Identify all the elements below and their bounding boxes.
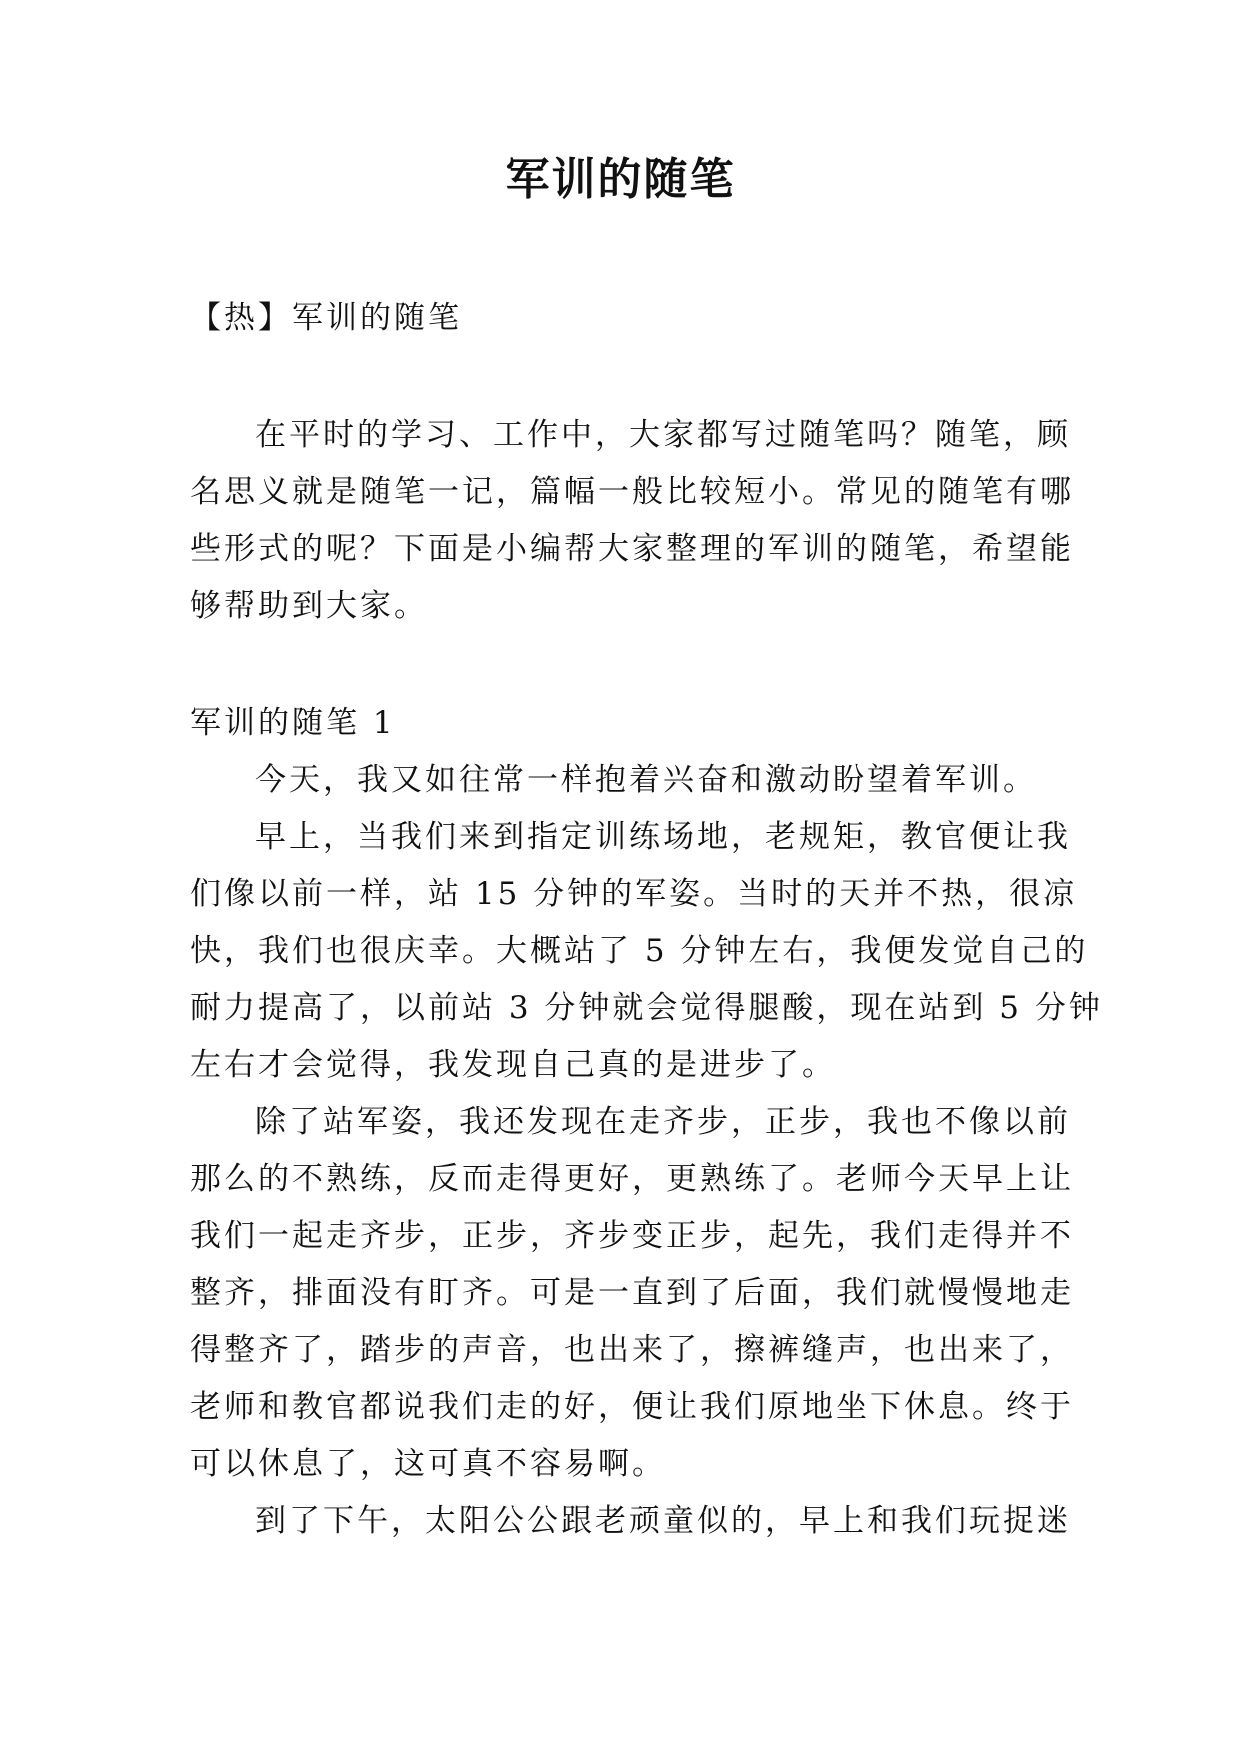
intro-line: 够帮助到大家。 bbox=[190, 588, 428, 624]
section-heading: 军训的随笔 1 bbox=[190, 705, 396, 741]
document-subtitle: 【热】军训的随笔 bbox=[190, 300, 462, 336]
body-line: 今天，我又如往常一样抱着兴奋和激动盼望着军训。 bbox=[255, 762, 1037, 798]
body-line: 到了下午，太阳公公跟老顽童似的，早上和我们玩捉迷 bbox=[255, 1503, 1071, 1539]
body-line: 整齐，排面没有盯齐。可是一直到了后面，我们就慢慢地走 bbox=[190, 1275, 1074, 1311]
body-line: 老师和教官都说我们走的好，便让我们原地坐下休息。终于 bbox=[190, 1389, 1074, 1425]
intro-line: 在平时的学习、工作中，大家都写过随笔吗？随笔，顾 bbox=[255, 417, 1071, 453]
body-line: 快，我们也很庆幸。大概站了 5 分钟左右，我便发觉自己的 bbox=[190, 933, 1089, 969]
body-line: 耐力提高了，以前站 3 分钟就会觉得腿酸，现在站到 5 分钟 bbox=[190, 990, 1103, 1026]
body-line: 左右才会觉得，我发现自己真的是进步了。 bbox=[190, 1047, 836, 1083]
body-line: 可以休息了，这可真不容易啊。 bbox=[190, 1446, 666, 1482]
intro-line: 些形式的呢？下面是小编帮大家整理的军训的随笔，希望能 bbox=[190, 531, 1074, 567]
body-line: 早上，当我们来到指定训练场地，老规矩，教官便让我 bbox=[255, 819, 1071, 855]
body-line: 那么的不熟练，反而走得更好，更熟练了。老师今天早上让 bbox=[190, 1161, 1074, 1197]
body-line: 得整齐了，踏步的声音，也出来了，擦裤缝声，也出来了， bbox=[190, 1332, 1074, 1368]
body-line: 我们一起走齐步，正步，齐步变正步，起先，我们走得并不 bbox=[190, 1218, 1074, 1254]
document-title: 军训的随笔 bbox=[505, 154, 736, 205]
intro-line: 名思义就是随笔一记，篇幅一般比较短小。常见的随笔有哪 bbox=[190, 474, 1074, 510]
body-line: 们像以前一样，站 15 分钟的军姿。当时的天并不热，很凉 bbox=[190, 876, 1078, 912]
body-line: 除了站军姿，我还发现在走齐步，正步，我也不像以前 bbox=[255, 1104, 1071, 1140]
